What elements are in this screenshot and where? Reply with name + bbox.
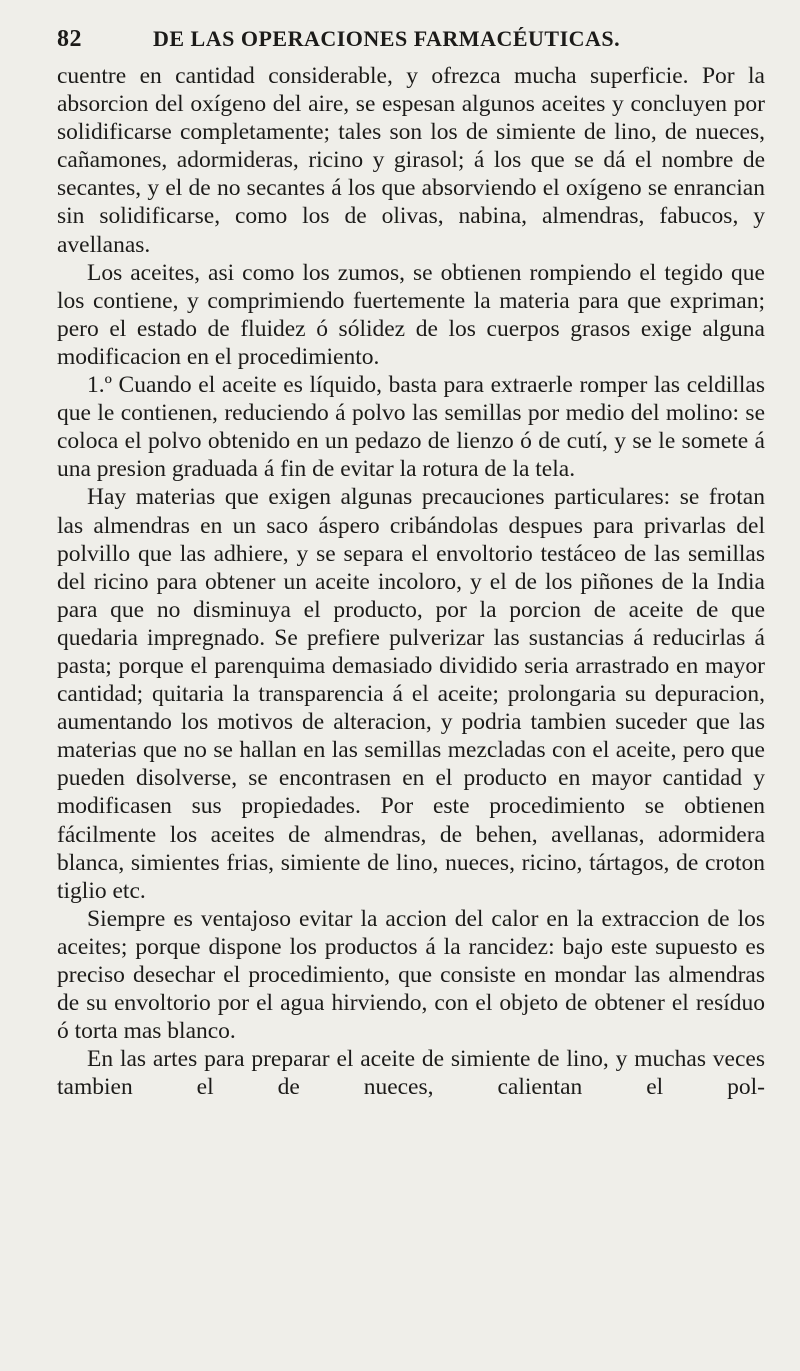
text-body [57,62,765,1101]
paragraph-continuation: cuentre en cantidad considerable, y ofrezca mucha superficie. Por la absorcion del oxígeno del aire, se espesan algunos aceites y concluyen por solidificarse completamente; tales son los de simiente de lino, de nueces, cañamones, adormideras, ricino y girasol; á los que se dá el nombre de secantes, y el de no secantes á los que absorviendo el oxígeno se enrancian sin solidificarse, como los de olivas, nabina, almendras, fabucos, y avellanas. [57,63,765,258]
running-title: DE LAS OPERACIONES FARMACÉUTICAS. [153,26,621,51]
paragraph-arts: En las artes para preparar el aceite de simiente de lino, y muchas veces tambien el de nueces, calientan el pol- [57,1046,765,1101]
page-number: 82 [57,26,82,52]
paragraph-liquid-oil: 1.º Cuando el aceite es líquido, basta para extraerle romper las celdillas que le contienen, reduciendo á polvo las semillas por medio del molino: se coloca el polvo obtenido en un pedazo de lienzo ó de cutí, y se le somete á una presion graduada á fin de evitar la rotura de la tela. [57,372,765,483]
paragraph-extraction: Los aceites, asi como los zumos, se obtienen rompiendo el tegido que los contiene, y comprimiendo fuertemente la materia para que expriman; pero el estado de fluidez ó sólidez de los cuerpos grasos exige alguna modificacion en el procedimiento. [57,259,765,370]
running-head [57,26,762,62]
paragraph-heat: Siempre es ventajoso evitar la accion del calor en la extraccion de los aceites; porque dispone los productos á la rancidez: bajo este supuesto es preciso desechar el procedimiento, que consiste en mondar las almendras de su envoltorio por el agua hirviendo, con el objeto de obtener el resíduo ó torta mas blanco. [57,905,765,1045]
paragraph-precautions: Hay materias que exigen algunas precauciones particulares: se frotan las almendras en un saco áspero cribándolas despues para privarlas del polvillo que las adhiere, y se separa el envoltorio testáceo de las semillas del ricino para obtener un aceite incoloro, y el de los piñones de la India para que no disminuya el producto, por la porcion de aceite de que quedaria impregnado. Se prefiere pulverizar las sustancias á reducirlas á pasta; porque el parenquima demasiado dividido seria arrastrado en mayor cantidad; quitaria la transparencia á el aceite; prolongaria su depuracion, aumentando los motivos de alteracion, y podria tambien suceder que las materias que no se hallan en las semillas mezcladas con el aceite, pero que pueden disolverse, se encontrasen en el producto en mayor cantidad y modificasen sus propiedades. Por este procedimiento se obtienen fácilmente los aceites de almendras, de behen, avellanas, adormidera blanca, simientes frias, simiente de lino, nueces, ricino, tártagos, de croton tiglio etc. [57,484,765,904]
